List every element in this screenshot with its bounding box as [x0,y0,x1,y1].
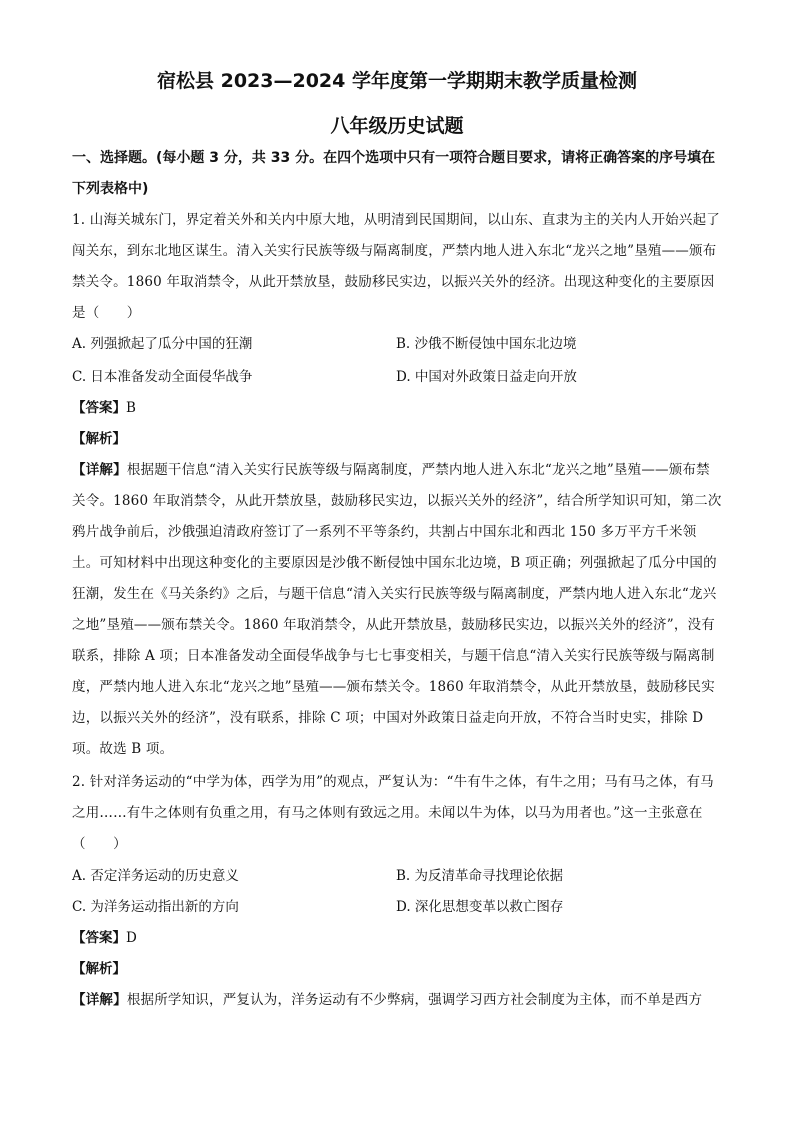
q1-option-d: D. 中国对外政策日益走向开放 [396,369,577,385]
q2-option-c: C. 为洋务运动指出新的方向 [72,899,239,915]
analysis-label: 【解析】 [72,431,126,447]
question-1-options-row-2 [72,362,722,393]
question-1-options-row-1 [72,329,722,360]
answer-value: B [126,400,136,416]
question-2-options-row-2 [72,892,722,923]
detail-label: 【详解】 [72,992,127,1008]
answer-label: 【答案】 [72,400,126,416]
question-2-stem: 2. 针对洋务运动的“中学为体，西学为用”的观点，严复认为：“牛有牛之体，有牛之用；马有马之体，有马之用……有牛之体则有负重之用，有马之体则有致远之用。未闻以牛为体，以马为用者也。”这一主张意在（ ） [72,774,714,852]
q1-option-c: C. 日本准备发动全面侵华战争 [72,369,253,385]
detail-label: 【详解】 [72,462,127,478]
q1-analysis [72,424,126,455]
q1-detail [72,455,722,765]
q2-option-d: D. 深化思想变革以救亡图存 [396,899,564,915]
q2-answer [72,923,137,954]
analysis-label: 【解析】 [72,961,126,977]
q1-option-b: B. 沙俄不断侵蚀中国东北边境 [396,336,577,352]
q2-option-a: A. 否定洋务运动的历史意义 [72,868,239,884]
question-1-stem: 1. 山海关城东门，界定着关外和关内中原大地，从明清到民国期间，以山东、直隶为主的关内人开始兴起了闯关东，到东北地区谋生。清入关实行民族等级与隔离制度，严禁内地人进入东北“龙兴之地”垦殖——颁布禁关令。1860 年取消禁令，从此开禁放垦，鼓励移民实边，以振兴关外的经济。出现这种变化的主要原因是（ ） [72,212,720,321]
exam-subtitle: 八年级历史试题 [330,115,464,137]
answer-value: D [126,930,137,946]
section-heading: 一、选择题。(每小题 3 分，共 33 分。在四个选项中只有一项符合题目要求，请将正确答案的序号填在下列表格中) [72,150,716,197]
q2-analysis [72,954,126,985]
detail-text: 根据所学知识，严复认为，洋务运动有不少弊病，强调学习西方社会制度为主体，而不单是西方 [126,992,703,1008]
q1-option-a: A. 列强掀起了瓜分中国的狂潮 [72,336,253,352]
q2-detail [72,985,722,1016]
answer-label: 【答案】 [72,930,126,946]
q1-answer [72,393,136,424]
question-2-options-row-1 [72,861,722,892]
detail-text: 根据题干信息“清入关实行民族等级与隔离制度，严禁内地人进入东北“龙兴之地”垦殖——颁布禁关令。1860 年取消禁令，从此开禁放垦，鼓励移民实边，以振兴关外的经济”，结合所学知识可知，第二次鸦片战争前后，沙俄强迫清政府签订了一系列不平等条约，共割占中国东北和西北 150 多万平方千米领土。可知材料中出现这种变化的主要原因是沙俄不断侵蚀中国东北边境，B 项正确；列强掀起了瓜分中国的狂潮，发生在《马关条约》之后，与题干信息“清入关实行民族等级与隔离制度，严禁内地人进入东北“龙兴之地”垦殖——颁布禁关令。1860 年取消禁令，从此开禁放垦，鼓励移民实边，以振兴关外的经济”，没有联系，排除 A 项；日本准备发动全面侵华战争与七七事变相关，与题干信息“清入关实行民族等级与隔离制度，严禁内地人进入东北“龙兴之地”垦殖——颁布禁关令。1860 年取消禁令，从此开禁放垦，鼓励移民实边，以振兴关外的经济”，没有联系，排除 C 项；中国对外政策日益走向开放，不符合当时史实，排除 D 项。故选 B 项。 [72,462,722,757]
exam-title: 宿松县 2023—2024 学年度第一学期期末教学质量检测 [157,70,637,92]
q2-option-b: B. 为反清革命寻找理论依据 [396,868,564,884]
